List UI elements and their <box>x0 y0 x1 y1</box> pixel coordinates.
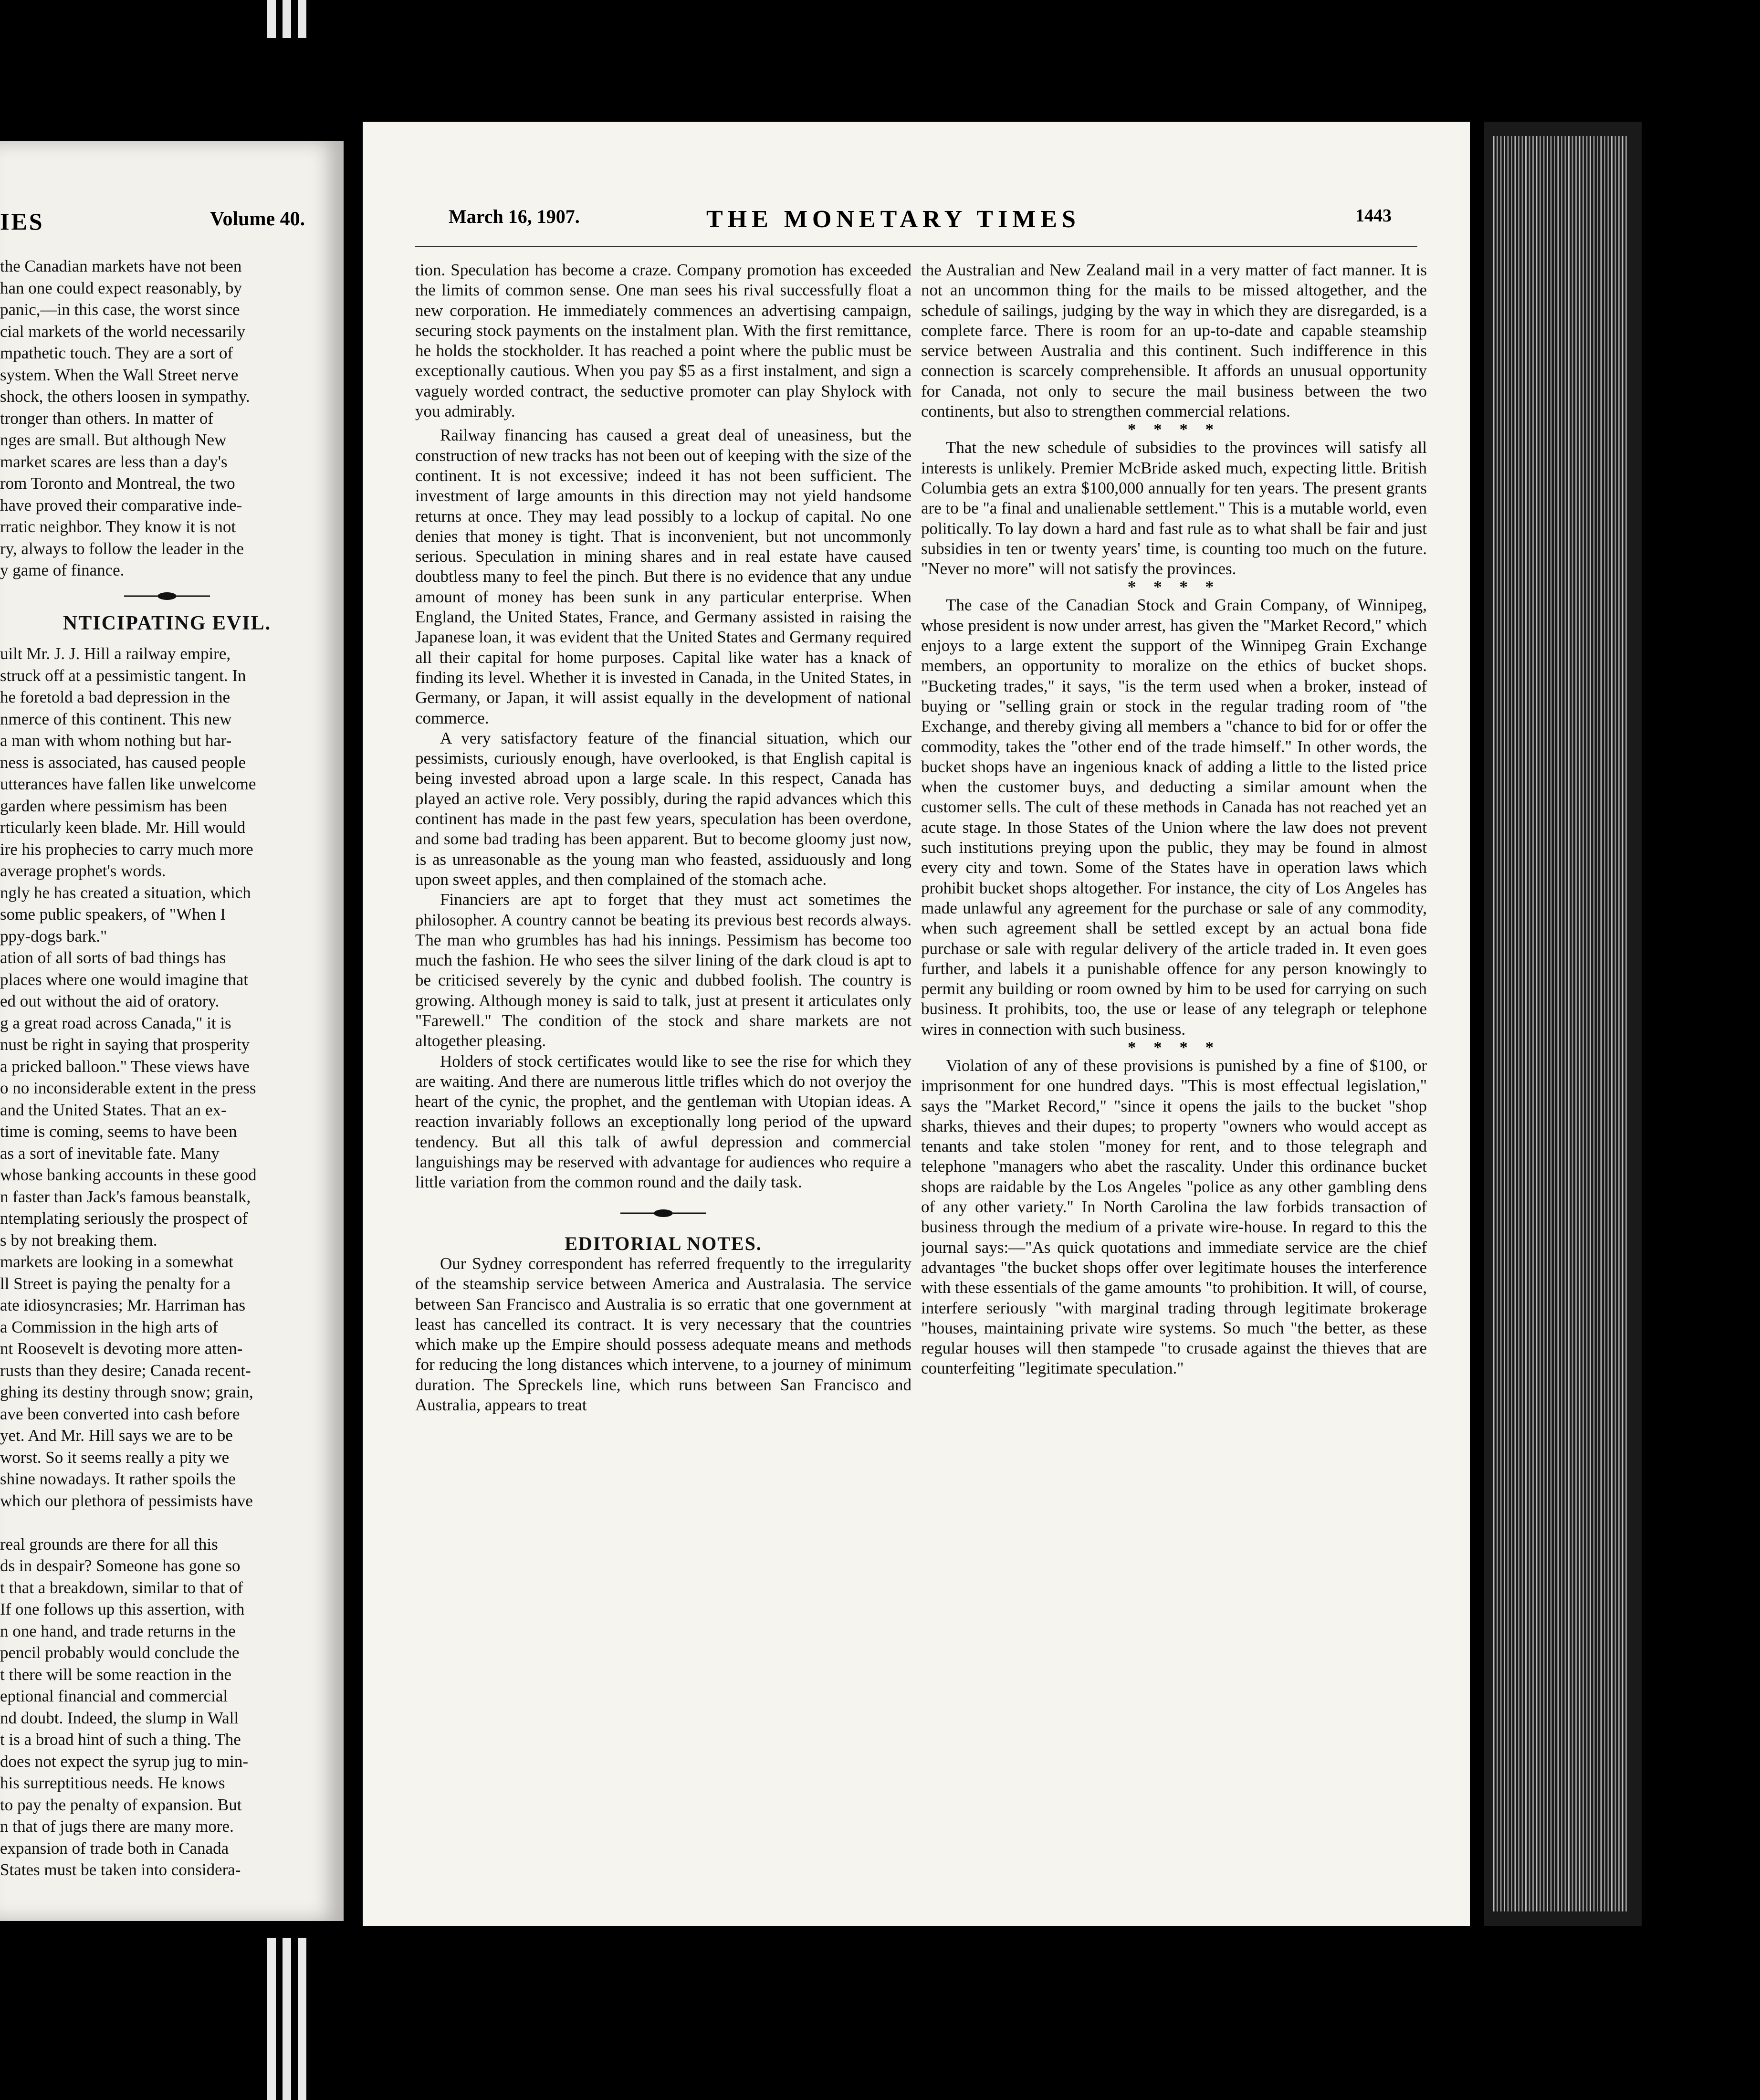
left-bottom-lines <box>0 643 334 1878</box>
left-page-fragment <box>0 141 344 1921</box>
left-page-header <box>0 208 334 246</box>
left-text-line: mpathetic touch. They are a sort of <box>0 344 233 362</box>
left-text-line: t that a breakdown, similar to that of <box>0 1578 243 1597</box>
left-text-line: does not expect the syrup jug to min- <box>0 1752 249 1771</box>
left-text-line: the Canadian markets have not been <box>0 257 242 275</box>
right-column <box>921 260 1427 1859</box>
left-text-line: uilt Mr. J. J. Hill a railway empire, <box>0 644 231 663</box>
left-text-line: ds in despair? Someone has gone so <box>0 1556 241 1575</box>
left-text-line: ngly he has created a situation, which <box>0 883 251 902</box>
paragraph: Financiers are apt to forget that they must act sometimes the philosopher. A country cannot be beating its previous best records always. The man who grumbles has had his innings. Pessimism has become too much the fashion. He who sees the silver lining of the dark cloud is apt to be criticised severely by the cynic and dubbed foolish. The country is growing. Although money is said to talk, just at present it articulates only "Farewell." The condition of the stock and share markets are not altogether pleasing. <box>415 890 911 1050</box>
left-text-line: some public speakers, of "When I <box>0 905 226 924</box>
left-text-line: whose banking accounts in these good <box>0 1166 257 1184</box>
left-text-line: han one could expect reasonably, by <box>0 278 242 297</box>
left-text-line: real grounds are there for all this <box>0 1534 218 1554</box>
left-text-line: markets are looking in a somewhat <box>0 1252 233 1271</box>
paragraph: That the new schedule of subsidies to the provinces will satisfy all interests is unlikely. Premier McBride asked much, expecting little. British Columbia gets an extra $100,000 annually for ten years. The present grants are to be "a final and unalienable settlement." This is a mutable world, even politically. To lay down a hard and fast rule as to what shall be fair and just subsidies in ten or twenty years' time, is counting too much on the future. "Never no more" will not satisfy the provinces. <box>921 438 1427 578</box>
left-text-line: expansion of trade both in Canada <box>0 1838 229 1858</box>
left-text-line: have proved their comparative inde- <box>0 495 242 514</box>
left-text-line: ed out without the aid of oratory. <box>0 992 220 1010</box>
left-text-line: a man with whom nothing but har- <box>0 731 232 750</box>
left-text-line: ntemplating seriously the prospect of <box>0 1209 248 1228</box>
left-text-line: t is a broad hint of such a thing. The <box>0 1730 241 1749</box>
left-text-line: eptional financial and commercial <box>0 1687 228 1705</box>
left-top-lines <box>0 255 334 581</box>
ornament-divider <box>616 1207 711 1219</box>
left-text-line: s by not breaking them. <box>0 1230 157 1250</box>
left-text-line: he foretold a bad depression in the <box>0 688 230 706</box>
paragraph: Violation of any of these provisions is punished by a fine of $100, or imprisonment for one hundred days. "This is most effectual legislation," says the "Market Record," "since it opens the jails to the bucket "shop sharks, thieves and their dupes; to property "owners who would accept as tenants and take stolen "money for rent, and to those telegraph and telephone "managers who abet the rascality. Under this ordinance bucket shops are raidable by the Los Angeles "police as any other gambling dens of any other variety." In North Carolina the law forbids transaction of business through the medium of a private wire-house. In regard to this the journal says:—"As quick quotations and immediate service are the chief advantages "the bucket shops offer over legitimate houses the interference with these essentials of the game amounts "to prohibition. It will, of course, interfere seriously "with marginal trading through legitimate brokerage "houses, maintaining private wire systems. So much "the better, as these regular houses will then stampede "to crusade against the thieves that are counterfeiting "legitimate speculation." <box>921 1056 1427 1378</box>
left-text-line: nd doubt. Indeed, the slump in Wall <box>0 1708 239 1727</box>
section-separator: * * * * <box>1127 1038 1221 1057</box>
left-text-line: struck off at a pessimistic tangent. In <box>0 666 246 685</box>
paragraph: Holders of stock certificates would like to see the rise for which they are waiting. And there are numerous little trifles which do not overjoy the heart of the cynic, the prophet, and the gentleman with Utopian ideas. A reaction invariably follows an exceptionally long period of the upward tendency. But all this talk of awful depression and commercial languishings may be reserved with advantage for audiences who require a little variation from the common round and the daily task. <box>415 1051 911 1192</box>
left-text-line: a Commission in the high arts of <box>0 1317 218 1336</box>
left-text-line: average prophet's words. <box>0 861 166 880</box>
middle-column <box>415 260 911 1859</box>
left-text-line: n faster than Jack's famous beanstalk, <box>0 1187 251 1206</box>
paragraph: the Australian and New Zealand mail in a very matter of fact manner. It is not an uncommon thing for the mails to be missed altogether, and the schedule of sailings, judging by the way in which they are disregarded, is a complete farce. There is room for an up-to-date and capable steamship service between Australia and this continent. Such indifference in this connection is scarcely comprehensible. It affords an unusual opportunity for Canada, not only to secure the mail business between the two continents, but also to strengthen commercial relations. <box>921 261 1427 421</box>
left-text-line: time is coming, seems to have been <box>0 1122 237 1141</box>
left-text-line: worst. So it seems really a pity we <box>0 1448 230 1467</box>
left-text-line: a pricked balloon." These views have <box>0 1057 250 1076</box>
left-text-line: tronger than others. In matter of <box>0 409 214 428</box>
section-separator: * * * * <box>1127 578 1221 597</box>
left-text-line: to pay the penalty of expansion. But <box>0 1795 242 1814</box>
left-text-line: yet. And Mr. Hill says we are to be <box>0 1426 233 1445</box>
left-text-line: rticularly keen blade. Mr. Hill would <box>0 818 246 837</box>
left-text-line: market scares are less than a day's <box>0 452 228 471</box>
paragraph: tion. Speculation has become a craze. Company promotion has exceeded the limits of common sense. One man sees his rival successfully float a new corporation. He immediately commences an advertising campaign, securing stock payments on the instalment plan. With the first remittance, he holds the stockholder. It has reached a point where the public must be exceptionally cautious. When you pay $5 as a first instalment, and sign a vaguely worded contract, the seductive promoter can play Shylock with you admirably. <box>415 261 911 421</box>
left-text-line: ire his prophecies to carry much more <box>0 840 253 859</box>
section-separator: * * * * <box>1127 420 1221 439</box>
left-text-line: ry, always to follow the leader in the <box>0 539 244 558</box>
left-text-line: If one follows up this assertion, with <box>0 1600 245 1618</box>
left-text-line <box>0 1512 334 1533</box>
left-text-line: ppy-dogs bark." <box>0 926 107 945</box>
left-page-text <box>0 255 334 1878</box>
left-text-line: and the United States. That an ex- <box>0 1100 227 1119</box>
left-text-line: rom Toronto and Montreal, the two <box>0 474 235 493</box>
left-text-line: n that of jugs there are many more. <box>0 1817 234 1836</box>
left-text-line: ness is associated, has caused people <box>0 753 246 772</box>
film-strip-marks-top <box>267 0 310 38</box>
page-edges-stack <box>1484 122 1642 1926</box>
left-text-line: y game of finance. <box>0 561 125 579</box>
left-text-line: nust be right in saying that prosperity <box>0 1035 250 1054</box>
publication-title: THE MONETARY TIMES <box>706 206 1080 233</box>
left-text-line: garden where pessimism has been <box>0 796 228 815</box>
left-text-line: o no inconsiderable extent in the press <box>0 1079 256 1097</box>
left-volume-label: Volume 40. <box>210 208 305 230</box>
left-text-line: which our plethora of pessimists have <box>0 1491 253 1510</box>
page-number: 1443 <box>1355 206 1392 226</box>
left-text-line: States must be taken into considera- <box>0 1860 241 1878</box>
left-text-line: nges are small. But although New <box>0 430 227 449</box>
ornament-divider <box>119 590 215 602</box>
left-text-line: nt Roosevelt is devoting more atten- <box>0 1339 243 1358</box>
left-text-line: rratic neighbor. They know it is not <box>0 517 236 536</box>
paragraph: Our Sydney correspondent has referred frequently to the irregularity of the steamship service between America and Australasia. The service between San Francisco and Australia is so erratic that one government at least has cancelled its contract. It is very necessary that the countries which make up the Empire should possess adequate means and methods for reducing the long distances which intervene, to a journey of minimum duration. The Spreckels line, which runs between San Francisco and Australia, appears to treat <box>415 1254 911 1415</box>
left-text-line: ghing its destiny through snow; grain, <box>0 1383 253 1401</box>
left-section-heading: NTICIPATING EVIL. <box>63 612 272 634</box>
left-text-line: ation of all sorts of bad things has <box>0 948 226 967</box>
editorial-notes-heading: EDITORIAL NOTES. <box>565 1232 762 1254</box>
paragraph: Railway financing has caused a great deal of uneasiness, but the construction of new tracks has not been out of keeping with the size of the continent. It is not excessive; indeed it has not been sufficient. The investment of large amounts in this direction may not yield handsome returns at once. They may lead possibly to a lockup of capital. No one denies that money is tight. That is inconvenient, but not uncommonly serious. Speculation in mining shares and in real estate have caused doubtless many to feel the pinch. But there is no evidence that any undue amount of money has been sunk in any particular enterprise. When England, the United States, France, and Germany assisted in raising the Japanese loan, it was evident that the United States and Germany required all their capital for home purposes. Capital like water has a knack of finding its level. Whether it is invested in Canada, in the United States, in Germany, or Japan, it will assist equally in the development of national commerce. <box>415 426 911 727</box>
left-text-line: n one hand, and trade returns in the <box>0 1621 236 1640</box>
header-rule <box>415 246 1417 247</box>
left-text-line: g a great road across Canada," it is <box>0 1013 231 1032</box>
left-text-line: cial markets of the world necessarily <box>0 322 246 341</box>
left-text-line: shock, the others loosen in sympathy. <box>0 387 250 406</box>
left-running-head: IES <box>0 208 44 235</box>
left-text-line: ave been converted into cash before <box>0 1404 240 1423</box>
paragraph: A very satisfactory feature of the financial situation, which our pessimists, curiously enough, have overlooked, is that English capital is being invested abroad upon a large scale. In this respect, Canada has played an active role. Very possibly, during the rapid advances which this continent has made in the past few years, speculation has been overdone, and some bad trading has been apparent. But to become gloomy just now, is as unreasonable as the young man who feasted, assiduously and long upon sweet apples, and then complained of the stomach ache. <box>415 728 911 889</box>
left-text-line: system. When the Wall Street nerve <box>0 365 239 384</box>
left-text-line: ate idiosyncrasies; Mr. Harriman has <box>0 1296 246 1314</box>
left-text-line: ll Street is paying the penalty for a <box>0 1274 231 1293</box>
left-text-line: rusts than they desire; Canada recent- <box>0 1361 251 1380</box>
paragraph: The case of the Canadian Stock and Grain Company, of Winnipeg, whose president is now under arrest, has given the "Market Record," which enjoys to a large extent the support of the Winnipeg Grain Exchange members, an opportunity to moralize on the ethics of bucket shops. "Bucketing trades," it says, "is the term used when a broker, instead of buying or "selling grain or stock in the regular trading room of "the Exchange, and thereby giving all members a "chance to bid for or offer the commodity, takes the "other end of the trade himself." In other words, the bucket shops have an ingenious knack of adding a little to the listed price when the customer buys, and deducting a similar amount when the customer sells. The cult of these methods in Canada has not reached yet an acute stage. In those States of the Union where the law does not prevent such institutions preying upon the public, they may be found in almost every city and town. Some of the States have in operation laws which prohibit bucket shops altogether. For instance, the city of Los Angeles has made unlawful any agreement for the purchase or sale of any commodity, when such agreement shall be settled except by an actual bona fide purchase or sale with regular delivery of the article traded in. It even goes further, and labels it a punishable offence for any person knowingly to permit any building or room owned by him to be used for carrying on such business. It prohibits, too, the use or lease of any telegraph or telephone wires in connection with such business. <box>921 596 1427 1039</box>
left-text-line: pencil probably would conclude the <box>0 1643 240 1662</box>
left-text-line: his surreptitious needs. He knows <box>0 1774 225 1792</box>
main-page <box>363 122 1470 1926</box>
left-text-line: nmerce of this continent. This new <box>0 709 232 728</box>
left-text-line: places where one would imagine that <box>0 970 248 989</box>
left-text-line: t there will be some reaction in the <box>0 1665 231 1684</box>
page-header <box>363 205 1470 243</box>
left-text-line: as a sort of inevitable fate. Many <box>0 1144 220 1163</box>
issue-date: March 16, 1907. <box>449 206 580 227</box>
left-text-line: utterances have fallen like unwelcome <box>0 775 256 793</box>
left-text-line: shine nowadays. It rather spoils the <box>0 1470 236 1488</box>
film-strip-marks <box>267 1938 310 2100</box>
left-text-line: panic,—in this case, the worst since <box>0 300 240 319</box>
